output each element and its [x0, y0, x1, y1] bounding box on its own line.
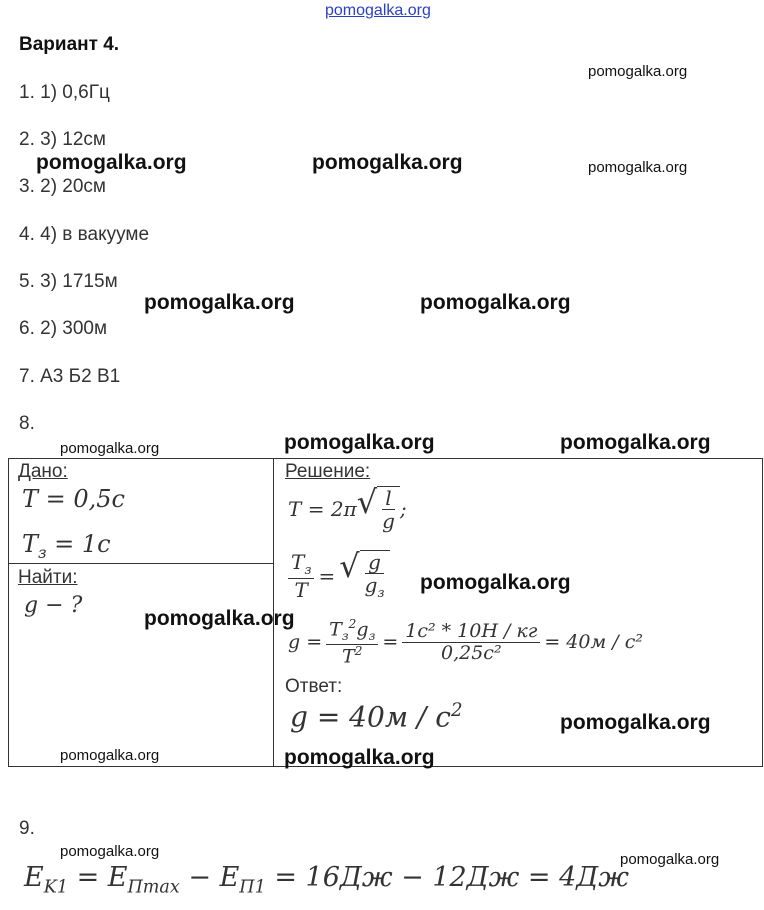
watermark: pomogalka.org	[284, 431, 435, 454]
watermark: pomogalka.org	[588, 159, 688, 176]
answer-label: Ответ:	[285, 676, 343, 697]
answer-6: 6. 2) 300м	[19, 318, 108, 339]
watermark: pomogalka.org	[144, 607, 295, 630]
answer-3: 3. 2) 20см	[19, 176, 106, 197]
watermark: pomogalka.org	[284, 746, 435, 769]
formula-ratio: $\frac{T_з}{T}$ = √ $\frac{g}{g_з}$	[288, 550, 390, 601]
watermark: pomogalka.org	[36, 151, 187, 174]
find-value: g − ?	[24, 593, 83, 618]
watermark: pomogalka.org	[312, 151, 463, 174]
solution-label: Решение:	[285, 461, 371, 482]
watermark: pomogalka.org	[420, 571, 571, 594]
watermark: pomogalka.org	[560, 711, 711, 734]
watermark: pomogalka.org	[560, 431, 711, 454]
answer-5: 5. 3) 1715м	[19, 271, 118, 292]
page-title: Вариант 4.	[19, 34, 120, 55]
watermark: pomogalka.org	[620, 851, 720, 868]
problem9-formula: $E_{K1} = E_{Пmax} - E_{П1} = 16Дж - 12Дж = 4Дж$	[24, 862, 629, 898]
watermark: pomogalka.org	[144, 291, 295, 314]
answer-4: 4. 4) в вакууме	[19, 224, 150, 245]
formula-gravity: g = $\frac{T_з^2g_з}{T^2}$ = $\frac{\text{1c² * 10H / кг}}{\text{0,25c²}}$ = 40м / с²	[288, 617, 643, 668]
answer-8-number: 8.	[19, 413, 35, 434]
watermark: pomogalka.org	[588, 63, 688, 80]
watermark: pomogalka.org	[420, 291, 571, 314]
watermark: pomogalka.org	[60, 843, 160, 860]
problem9-number: 9.	[19, 818, 35, 839]
formula-period: T = 2π √ $\frac{l}{g}$ ;	[288, 483, 407, 533]
given-label: Дано:	[18, 461, 68, 482]
given-period: T = 0,5c	[22, 485, 125, 513]
table-divider-horizontal	[8, 563, 274, 564]
watermark: pomogalka.org	[60, 747, 160, 764]
answer-2: 2. 3) 12см	[19, 129, 106, 150]
answer-7: 7. А3 Б2 В1	[19, 366, 121, 387]
given-earth-period: $T_з = 1c$	[22, 530, 111, 562]
site-link[interactable]: pomogalka.org	[325, 2, 431, 19]
watermark: pomogalka.org	[60, 440, 160, 457]
answer-1: 1. 1) 0,6Гц	[19, 82, 110, 103]
answer-value: $g = 40м / с^2$	[290, 700, 463, 734]
find-label: Найти:	[18, 567, 78, 588]
